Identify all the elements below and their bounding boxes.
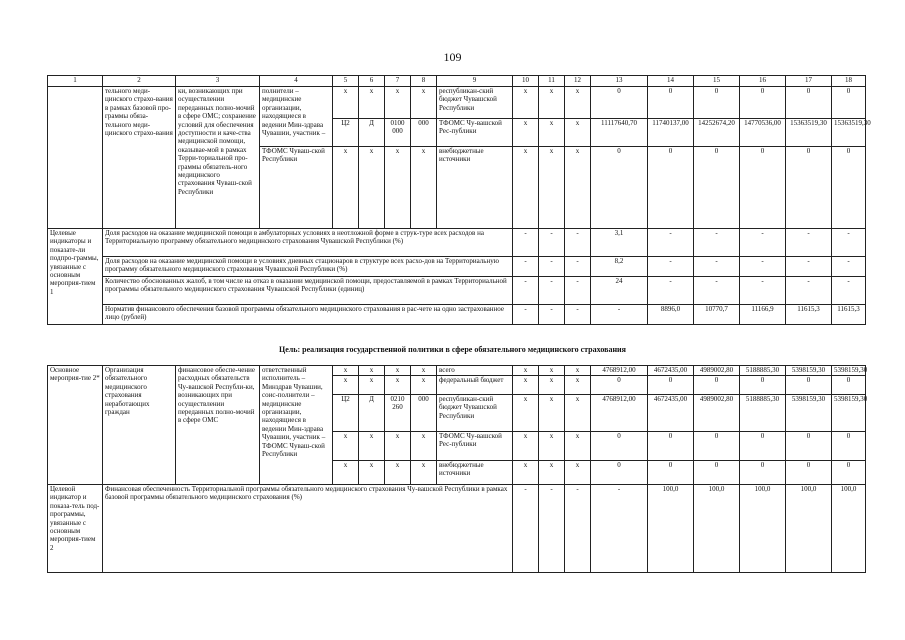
table-row — [48, 87, 866, 119]
cell: x — [385, 147, 411, 229]
cell: x — [359, 461, 385, 485]
cell-value: 0 — [740, 147, 786, 229]
cell-executors: ответственный исполнитель – Минздрав Чувашии, соис-полнители – медицинские организации, находящиеся в ведении Мин-здрава Чувашии, участник – ТФОМС Чуваш-ской Республики — [260, 366, 333, 485]
cell-funding-source: внебюджетные источники — [437, 461, 513, 485]
cell-value: - — [591, 485, 648, 573]
cell-value: 0 — [648, 461, 694, 485]
cell-value: 0 — [832, 147, 866, 229]
cell-measure-name: Основное мероприя-тие 2* — [48, 366, 103, 485]
cell-value: 15363519,30 — [832, 119, 866, 147]
cell-value: 5398159,30 — [832, 395, 866, 432]
header-cell: 15 — [694, 76, 740, 87]
cell-value: - — [694, 257, 740, 277]
cell: 000 — [411, 395, 437, 432]
cell-value: 100,0 — [832, 485, 866, 573]
header-cell: 3 — [176, 76, 260, 87]
cell: x — [513, 395, 539, 432]
cell: x — [411, 461, 437, 485]
cell-value: 0 — [648, 147, 694, 229]
cell: x — [513, 432, 539, 461]
cell: x — [513, 461, 539, 485]
cell-executors: полнители – медицинские организации, находящиеся в ведении Мин-здрава Чувашии, участник – — [260, 87, 333, 147]
cell: - — [565, 485, 591, 573]
cell-value: - — [832, 229, 866, 257]
cell-value: 4672435,00 — [648, 395, 694, 432]
cell: - — [539, 485, 565, 573]
cell: - — [513, 277, 539, 305]
cell-funding-source: всего — [437, 366, 513, 376]
cell-value: 0 — [694, 147, 740, 229]
cell: x — [539, 119, 565, 147]
cell-value: 0 — [740, 87, 786, 119]
cell-value: 11615,3 — [832, 305, 866, 325]
header-cell: 9 — [437, 76, 513, 87]
cell: x — [411, 432, 437, 461]
cell-value: 0 — [591, 147, 648, 229]
cell-value: 5188885,30 — [740, 366, 786, 376]
cell: - — [539, 305, 565, 325]
cell-value: 0 — [786, 376, 832, 395]
cell-value: 0 — [786, 87, 832, 119]
cell-value: 5398159,30 — [786, 395, 832, 432]
cell: - — [565, 229, 591, 257]
cell-value: 0 — [786, 461, 832, 485]
cell-indicator-text: Доля расходов на оказание медицинской помощи в условиях дневных стационаров в структуре всех расхо-дов на Территориальную программу обязательного медицинского страхования Чувашской Республики (%) — [103, 257, 513, 277]
cell: Ц2 — [333, 395, 359, 432]
cell-value: - — [786, 229, 832, 257]
cell-value: 0 — [648, 376, 694, 395]
cell: x — [565, 366, 591, 376]
cell-value: 0 — [740, 461, 786, 485]
cell-value: 11615,3 — [786, 305, 832, 325]
cell: x — [359, 432, 385, 461]
cell: x — [539, 87, 565, 119]
cell-value: 8,2 — [591, 257, 648, 277]
cell-value: 11740137,00 — [648, 119, 694, 147]
cell: x — [513, 366, 539, 376]
table-row — [48, 366, 866, 376]
cell-value: 14770536,00 — [740, 119, 786, 147]
indicator-row — [48, 485, 866, 573]
cell-funding-source: ТФОМС Чу-вашской Рес-публики — [437, 119, 513, 147]
empty-cell — [48, 87, 103, 229]
cell-measure-description: финансовое обеспе-чение расходных обязательств Чу-вашской Республи-ки, возникающих при осуществлении переданных полно-мочий в сфере ОМС — [176, 366, 260, 485]
header-row — [48, 76, 866, 87]
cell-value: 4768912,00 — [591, 395, 648, 432]
cell: x — [539, 395, 565, 432]
cell: x — [565, 432, 591, 461]
cell-value: 0 — [832, 432, 866, 461]
page-number: 109 — [443, 50, 462, 64]
cell-value: 0 — [832, 87, 866, 119]
cell: x — [359, 366, 385, 376]
goal-heading: Цель: реализация государственной политики в сфере обязательного медицинского страхования — [279, 345, 626, 354]
cell-task-name: тельного меди-цинского страхо-вания в рамках базовой про-граммы обяза-тельного меди-цинского страхо-вания — [103, 87, 176, 229]
header-cell: 7 — [385, 76, 411, 87]
cell-value: 0 — [694, 87, 740, 119]
cell-funding-source: внебюджетные источники — [437, 147, 513, 229]
program-table-top — [47, 75, 871, 325]
cell-value: 100,0 — [786, 485, 832, 573]
cell-value: - — [694, 277, 740, 305]
cell: x — [333, 147, 359, 229]
cell: - — [565, 277, 591, 305]
cell-value: - — [591, 305, 648, 325]
cell-funding-source: федеральный бюджет — [437, 376, 513, 395]
cell: - — [513, 229, 539, 257]
cell: x — [513, 147, 539, 229]
cell-value: 0 — [591, 87, 648, 119]
cell: x — [359, 87, 385, 119]
header-cell: 13 — [591, 76, 648, 87]
cell: x — [333, 432, 359, 461]
header-cell: 12 — [565, 76, 591, 87]
cell-value: - — [740, 229, 786, 257]
cell-value: - — [740, 257, 786, 277]
cell: x — [333, 376, 359, 395]
cell: - — [565, 305, 591, 325]
cell-value: 4989002,80 — [694, 395, 740, 432]
cell: x — [513, 119, 539, 147]
cell-value: - — [786, 277, 832, 305]
cell-measure-title: Организация обязательного медицинского страхования неработающих граждан — [103, 366, 176, 485]
cell: x — [411, 366, 437, 376]
header-cell: 11 — [539, 76, 565, 87]
cell: 0100 000 — [385, 119, 411, 147]
cell: x — [359, 376, 385, 395]
cell: - — [539, 229, 565, 257]
cell: - — [513, 257, 539, 277]
indicator-row — [48, 229, 866, 257]
cell-value: 0 — [832, 376, 866, 395]
cell-indicator-text: Норматив финансового обеспечения базовой программы обязательного медицинского страхования в рас-чете на одно застрахованное лицо (рублей) — [103, 305, 513, 325]
cell-value: 14252674,20 — [694, 119, 740, 147]
cell-value: 11166,9 — [740, 305, 786, 325]
cell: x — [539, 376, 565, 395]
cell: x — [411, 87, 437, 119]
cell-value: 0 — [694, 376, 740, 395]
cell-value: 5398159,30 — [832, 366, 866, 376]
cell: x — [359, 147, 385, 229]
cell-value: 100,0 — [740, 485, 786, 573]
cell: - — [513, 485, 539, 573]
cell-value: 0 — [591, 376, 648, 395]
cell-value: 5188885,30 — [740, 395, 786, 432]
cell: x — [513, 87, 539, 119]
cell-value: 100,0 — [694, 485, 740, 573]
cell-value: 0 — [740, 376, 786, 395]
header-cell: 16 — [740, 76, 786, 87]
cell: x — [411, 147, 437, 229]
cell-task-description: ки, возникающих при осуществлении переданных полно-мочий в сфере ОМС; сохранение условий для обеспечения доступности и каче-ства медицинской помощи, оказывае-мой в рамках Терри-ториальной про-граммы обязатель-ного медицинского страхования Чуваш-ской Республики — [176, 87, 260, 229]
cell: x — [385, 366, 411, 376]
cell-value: - — [648, 277, 694, 305]
header-cell: 18 — [832, 76, 866, 87]
cell: x — [385, 87, 411, 119]
indicator-row — [48, 277, 866, 305]
cell-value: 15363519,30 — [786, 119, 832, 147]
cell: 0210 260 — [385, 395, 411, 432]
cell-value: 0 — [786, 147, 832, 229]
cell-executors: ТФОМС Чуваш-ской Республики — [260, 147, 333, 229]
cell-value: 4672435,00 — [648, 366, 694, 376]
cell: x — [565, 147, 591, 229]
cell-value: - — [832, 257, 866, 277]
header-cell: 1 — [48, 76, 103, 87]
cell: x — [565, 119, 591, 147]
cell: x — [385, 432, 411, 461]
cell-value: 0 — [591, 461, 648, 485]
program-table-bottom — [47, 365, 866, 573]
header-cell: 14 — [648, 76, 694, 87]
cell: x — [385, 461, 411, 485]
cell: x — [385, 376, 411, 395]
cell-value: - — [648, 229, 694, 257]
cell-value: - — [694, 229, 740, 257]
cell-indicator-text: Количество обоснованных жалоб, в том числе на отказ в оказании медицинской помощи, предоставляемой в рамках Территориальной программы обязательного медицинского страхования Чувашской Республики (единиц) — [103, 277, 513, 305]
cell-value: 4989002,80 — [694, 366, 740, 376]
cell-value: - — [740, 277, 786, 305]
cell-value: 0 — [694, 461, 740, 485]
indicator-row — [48, 305, 866, 325]
cell-indicator-text: Доля расходов на оказание медицинской помощи в амбулаторных условиях в неотложной форме в струк-туре всех расходов на Территориальную программу обязательного медицинского страхования Чувашской Республики (%) — [103, 229, 513, 257]
header-cell: 17 — [786, 76, 832, 87]
cell-value: 0 — [832, 461, 866, 485]
indicator-row — [48, 257, 866, 277]
cell-value: 5398159,30 — [786, 366, 832, 376]
cell: x — [411, 376, 437, 395]
header-cell: 4 — [260, 76, 333, 87]
cell-value: 8896,0 — [648, 305, 694, 325]
cell: Д — [359, 395, 385, 432]
cell-indicators-label: Целевой индикатор и показа-тель под-программы, увязанные с основным мероприя-тием 2 — [48, 485, 103, 573]
cell-value: - — [786, 257, 832, 277]
cell: - — [539, 257, 565, 277]
cell: x — [565, 395, 591, 432]
cell: x — [333, 87, 359, 119]
cell: x — [565, 461, 591, 485]
cell: x — [513, 376, 539, 395]
cell-value: - — [648, 257, 694, 277]
cell: x — [565, 376, 591, 395]
cell: - — [565, 257, 591, 277]
cell-value: 3,1 — [591, 229, 648, 257]
cell-indicators-label: Целевые индикаторы и показате-ли подпро-граммы, увязанные с основным мероприя-тием 1 — [48, 229, 103, 325]
cell: Ц2 — [333, 119, 359, 147]
cell-value: 0 — [648, 432, 694, 461]
cell: x — [539, 147, 565, 229]
cell: x — [539, 461, 565, 485]
header-cell: 5 — [333, 76, 359, 87]
cell-value: 100,0 — [648, 485, 694, 573]
header-cell: 2 — [103, 76, 176, 87]
cell: - — [539, 277, 565, 305]
cell-value: 0 — [786, 432, 832, 461]
cell-value: 0 — [694, 432, 740, 461]
cell: Д — [359, 119, 385, 147]
header-cell: 8 — [411, 76, 437, 87]
header-cell: 10 — [513, 76, 539, 87]
header-cell: 6 — [359, 76, 385, 87]
cell-indicator-text: Финансовая обеспеченность Территориальной программы обязательного медицинского страхования Чу-вашской Республики в рамках базовой программы обязательного медицинского страхования (%) — [103, 485, 513, 573]
cell-funding-source: республикан-ский бюджет Чувашской Республики — [437, 87, 513, 119]
cell-value: 11117640,70 — [591, 119, 648, 147]
cell: x — [333, 461, 359, 485]
cell: x — [333, 366, 359, 376]
cell-value: 0 — [591, 432, 648, 461]
cell-value: 0 — [648, 87, 694, 119]
cell: x — [539, 366, 565, 376]
cell-value: 24 — [591, 277, 648, 305]
cell: - — [513, 305, 539, 325]
cell: x — [565, 87, 591, 119]
cell: 000 — [411, 119, 437, 147]
cell-value: 4768912,00 — [591, 366, 648, 376]
cell-value: - — [832, 277, 866, 305]
cell: x — [539, 432, 565, 461]
cell-funding-source: республикан-ский бюджет Чувашской Республики — [437, 395, 513, 432]
cell-funding-source: ТФОМС Чу-вашской Рес-публики — [437, 432, 513, 461]
cell-value: 0 — [740, 432, 786, 461]
cell-value: 10770,7 — [694, 305, 740, 325]
